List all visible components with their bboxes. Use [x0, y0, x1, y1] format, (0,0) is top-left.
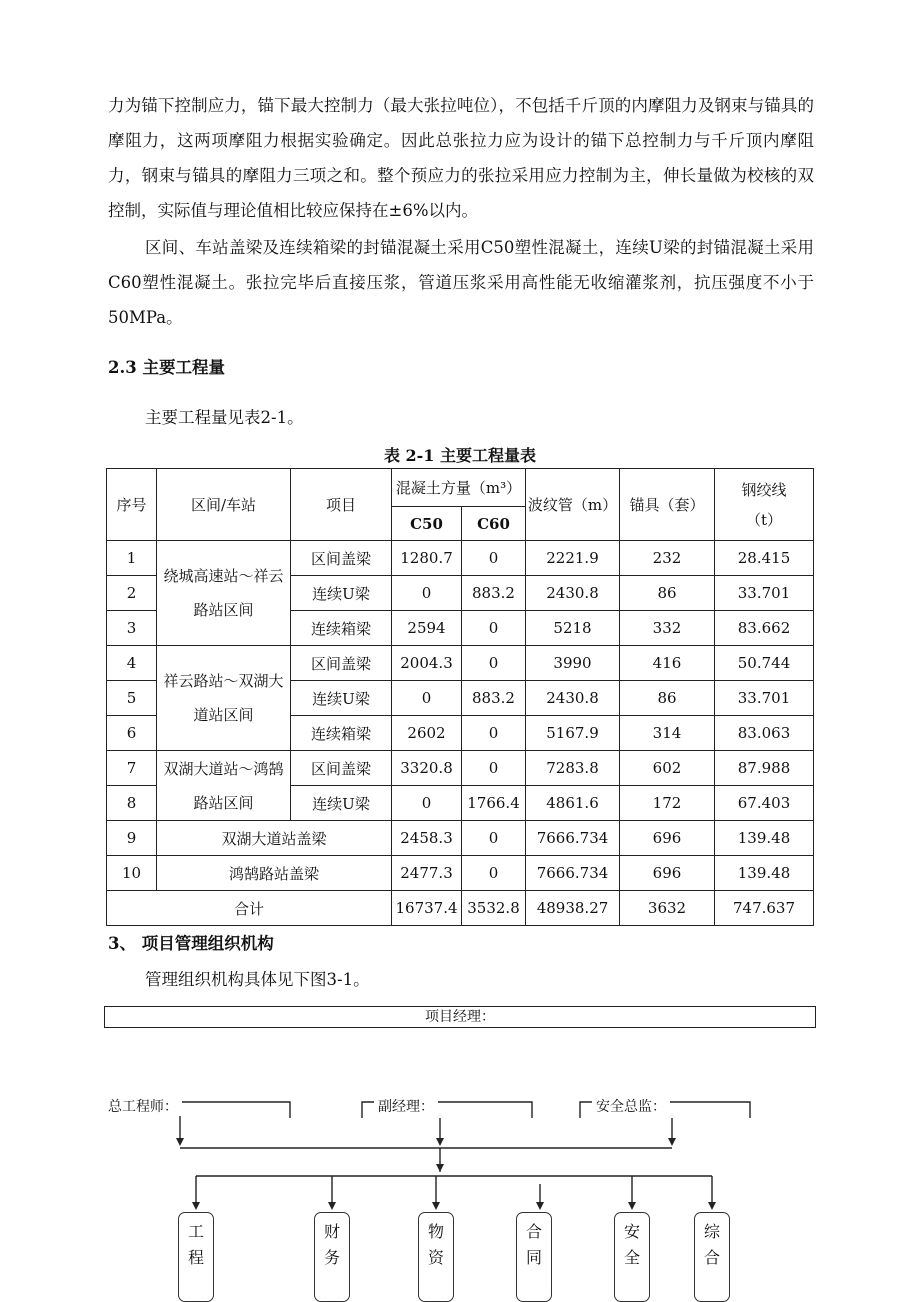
dept-label: 财务 [324, 1222, 341, 1267]
cell-seq: 10 [107, 856, 157, 891]
dept-box-engineering [178, 1212, 214, 1302]
cell-c50: 0 [392, 576, 462, 611]
cell-seq: 2 [107, 576, 157, 611]
cell-anchor: 232 [620, 541, 715, 576]
cell-item: 连续箱梁 [291, 716, 392, 751]
cell-section: 双湖大道站盖梁 [157, 821, 392, 856]
dept-box-general [694, 1212, 730, 1302]
dept-box-safety [614, 1212, 650, 1302]
cell-anchor: 696 [620, 821, 715, 856]
dept-label: 安全 [624, 1222, 641, 1267]
cell-seq: 4 [107, 646, 157, 681]
cell-section-group: 绕城高速站～祥云路站区间 [157, 541, 291, 646]
dept-label: 综合 [704, 1222, 721, 1267]
arrow-head [708, 1202, 716, 1210]
header-duct: 波纹管（m） [526, 469, 620, 541]
header-seq: 序号 [107, 469, 157, 541]
cell-duct: 48938.27 [526, 891, 620, 926]
dept-box-contracts [516, 1212, 552, 1302]
cell-c60: 0 [462, 646, 526, 681]
cell-c60: 0 [462, 856, 526, 891]
cell-c50: 16737.4 [392, 891, 462, 926]
arrow-head [536, 1202, 544, 1210]
table-caption-number: 表 2-1 [383, 446, 435, 465]
cell-c50: 0 [392, 681, 462, 716]
dept-box-finance [314, 1212, 350, 1302]
cell-duct: 5167.9 [526, 716, 620, 751]
cell-c50: 0 [392, 786, 462, 821]
cell-c60: 0 [462, 541, 526, 576]
header-c50: C50 [392, 507, 462, 541]
cell-section-group: 祥云路站～双湖大道站区间 [157, 646, 291, 751]
cell-strand: 50.744 [715, 646, 814, 681]
table-caption-text: 主要工程量表 [440, 446, 537, 465]
cell-strand: 33.701 [715, 576, 814, 611]
cell-c60: 0 [462, 716, 526, 751]
paragraph-tension-control: 力为锚下控制应力，锚下最大控制力（最大张拉吨位），不包括千斤顶的内摩阻力及钢束与锚具的摩阻力，这两项摩阻力根据实验确定。因此总张拉力应为设计的锚下总控制力与千斤顶内摩阻力，钢束与锚具的摩阻力三项之和。整个预应力的张拉采用应力控制为主，伸长量做为校核的双控制，实际值与理论值相比较应保持在±6%以内。 [108, 96, 814, 220]
cell-item: 连续箱梁 [291, 611, 392, 646]
cell-seq: 5 [107, 681, 157, 716]
cell-duct: 2430.8 [526, 576, 620, 611]
cell-anchor: 696 [620, 856, 715, 891]
cell-anchor: 602 [620, 751, 715, 786]
header-anchor: 锚具（套） [620, 469, 715, 541]
cell-strand: 67.403 [715, 786, 814, 821]
cell-anchor: 332 [620, 611, 715, 646]
cell-anchor: 172 [620, 786, 715, 821]
cell-c50: 3320.8 [392, 751, 462, 786]
cell-c60: 883.2 [462, 576, 526, 611]
cell-duct: 7666.734 [526, 821, 620, 856]
cell-duct: 2221.9 [526, 541, 620, 576]
cell-strand: 139.48 [715, 821, 814, 856]
cell-total-label: 合计 [107, 891, 392, 926]
arrow-head [436, 1138, 444, 1146]
cell-anchor: 416 [620, 646, 715, 681]
chief-engineer-label: 总工程师： [108, 1096, 182, 1116]
arrow-head [436, 1164, 444, 1172]
cell-c50: 2004.3 [392, 646, 462, 681]
paragraph-anchor-sealing: 区间、车站盖梁及连续箱梁的封锚混凝土采用C50塑性混凝土，连续U梁的封锚混凝土采用C60塑性混凝土。张拉完毕后直接压浆，管道压浆采用高性能无收缩灌浆剂，抗压强度不小于50MPa。 [108, 238, 814, 327]
cell-anchor: 314 [620, 716, 715, 751]
header-c60: C60 [462, 507, 526, 541]
cell-anchor: 86 [620, 576, 715, 611]
cell-anchor: 3632 [620, 891, 715, 926]
heading-text: 主要工程量 [142, 358, 225, 377]
dept-label: 合同 [526, 1222, 543, 1267]
cell-duct: 5218 [526, 611, 620, 646]
cell-duct: 2430.8 [526, 681, 620, 716]
dept-box-materials [418, 1212, 454, 1302]
header-strand-unit: （t） [745, 510, 783, 529]
header-concrete: 混凝土方量（m³） [392, 469, 526, 507]
cell-section: 鸿鹄路站盖梁 [157, 856, 392, 891]
header-item: 项目 [291, 469, 392, 541]
dept-label: 物资 [428, 1222, 445, 1267]
cell-section-group: 双湖大道站～鸿鹄路站区间 [157, 751, 291, 821]
project-manager-box: 项目经理： [104, 1006, 816, 1028]
cell-c50: 2458.3 [392, 821, 462, 856]
cell-strand: 33.701 [715, 681, 814, 716]
arrow-head [432, 1202, 440, 1210]
paragraph-see-table: 主要工程量见表2-1。 [145, 408, 304, 427]
cell-strand: 139.48 [715, 856, 814, 891]
cell-seq: 9 [107, 821, 157, 856]
cell-seq: 7 [107, 751, 157, 786]
cell-c60: 883.2 [462, 681, 526, 716]
cell-item: 连续U梁 [291, 576, 392, 611]
cell-strand: 747.637 [715, 891, 814, 926]
cell-duct: 3990 [526, 646, 620, 681]
cell-seq: 6 [107, 716, 157, 751]
paragraph-see-figure: 管理组织机构具体见下图3-1。 [145, 970, 370, 989]
cell-strand: 83.662 [715, 611, 814, 646]
arrow-head [328, 1202, 336, 1210]
safety-director-label: 安全总监： [592, 1096, 670, 1116]
heading-number: 2.3 [108, 358, 137, 377]
cell-c60: 0 [462, 611, 526, 646]
cell-c60: 1766.4 [462, 786, 526, 821]
cell-seq: 3 [107, 611, 157, 646]
cell-seq: 8 [107, 786, 157, 821]
cell-c60: 0 [462, 751, 526, 786]
cell-item: 连续U梁 [291, 786, 392, 821]
cell-strand: 87.988 [715, 751, 814, 786]
cell-strand: 28.415 [715, 541, 814, 576]
heading-text: 项目管理组织机构 [141, 934, 274, 953]
arrow-head [176, 1138, 184, 1146]
cell-item: 连续U梁 [291, 681, 392, 716]
heading-number: 3、 [108, 934, 136, 953]
cell-c60: 3532.8 [462, 891, 526, 926]
header-section: 区间/车站 [157, 469, 291, 541]
cell-anchor: 86 [620, 681, 715, 716]
cell-c50: 2602 [392, 716, 462, 751]
header-strand-label: 钢绞线 [741, 480, 787, 499]
cell-item: 区间盖梁 [291, 541, 392, 576]
cell-c50: 2477.3 [392, 856, 462, 891]
deputy-manager-label: 副经理： [374, 1096, 438, 1116]
cell-duct: 7666.734 [526, 856, 620, 891]
cell-c50: 1280.7 [392, 541, 462, 576]
cell-seq: 1 [107, 541, 157, 576]
cell-item: 区间盖梁 [291, 751, 392, 786]
chief-engineer-bracket [180, 1102, 290, 1118]
arrow-head [192, 1202, 200, 1210]
dept-label: 工程 [188, 1222, 205, 1267]
cell-duct: 4861.6 [526, 786, 620, 821]
arrow-head [668, 1138, 676, 1146]
cell-duct: 7283.8 [526, 751, 620, 786]
cell-c50: 2594 [392, 611, 462, 646]
cell-c60: 0 [462, 821, 526, 856]
arrow-head [628, 1202, 636, 1210]
cell-item: 区间盖梁 [291, 646, 392, 681]
cell-strand: 83.063 [715, 716, 814, 751]
